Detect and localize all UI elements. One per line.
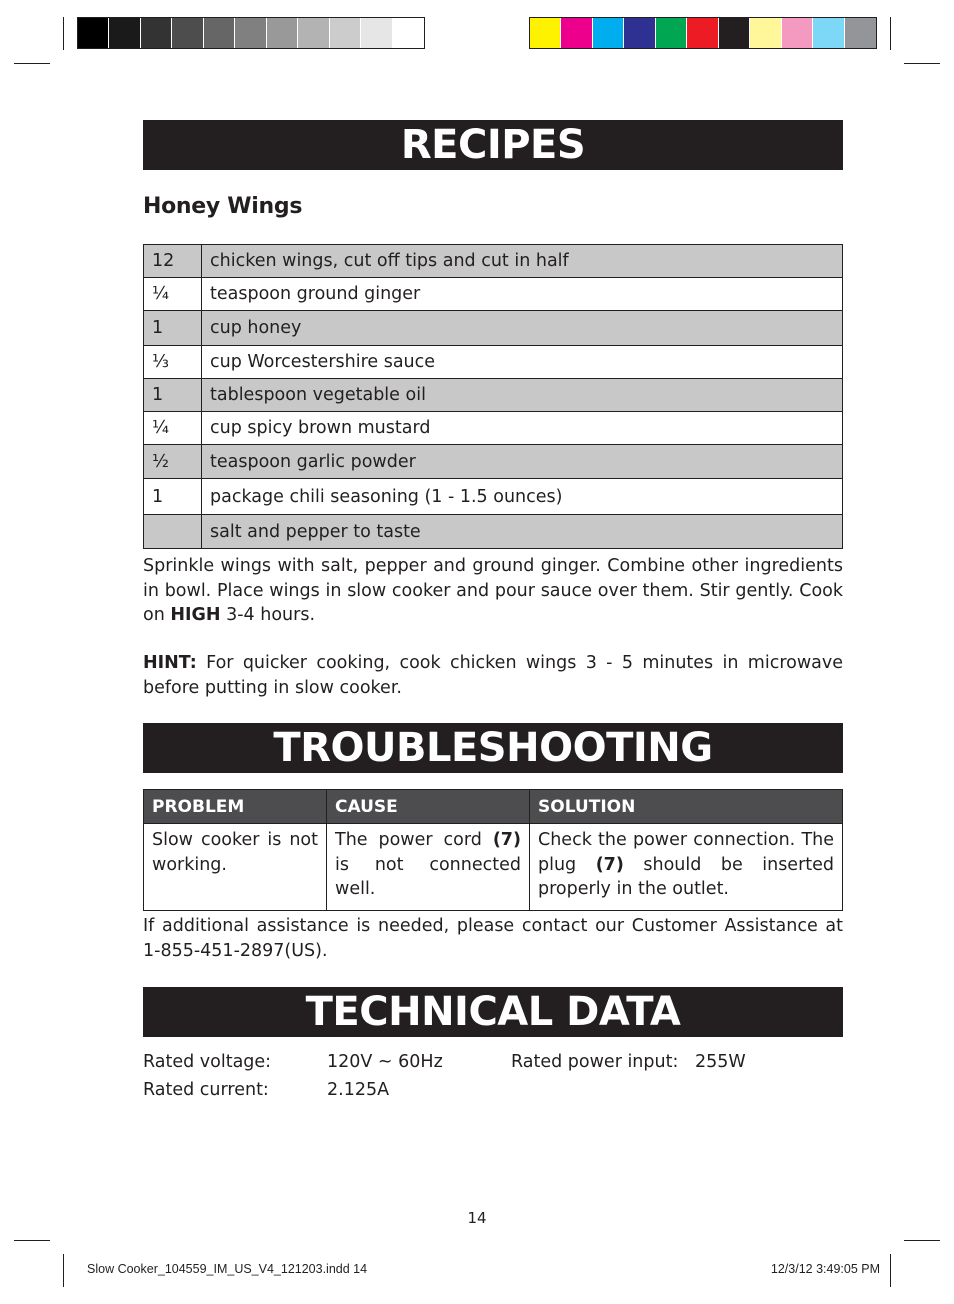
page-number: 14 [467,1209,487,1227]
color-swatch [204,18,235,48]
crop-mark-bottom-left-h [14,1240,50,1241]
ingredient-row [144,515,843,549]
troubleshooting-table [143,789,843,911]
color-swatch [267,18,298,48]
color-swatch [393,18,424,48]
ingredient-quantity: 1 [144,479,202,515]
color-swatch [624,18,655,48]
solution-cell [530,824,843,911]
recipes-heading: RECIPES [143,120,843,170]
instructions-high-setting: HIGH [170,605,221,625]
recipe-hint [143,651,843,700]
ingredient-row [144,346,843,379]
ingredient-quantity: 1 [144,311,202,346]
ingredient-item: cup honey [202,311,843,346]
color-swatch [782,18,813,48]
column-header-solution: SOLUTION [530,790,843,824]
crop-mark-top-left-v [63,17,64,50]
solution-text-end: should be inserted properly in the outlet. [538,854,835,899]
troubleshooting-row [144,824,843,911]
crop-mark-top-right-h [904,63,940,64]
color-swatch [172,18,203,48]
customer-assistance: If additional assistance is needed, please contact our Customer Assistance at 1-855-451-2897(US). [143,916,843,961]
ingredient-item: cup spicy brown mustard [202,412,843,445]
hint-text: For quicker cooking, cook chicken wings 3 - 5 minutes in microwave before putting in slow cooker. [143,653,843,698]
hint-label: HINT: [143,653,197,673]
color-swatch [530,18,561,48]
color-swatch [593,18,624,48]
solution-part-ref: (7) [595,854,624,875]
crop-mark-top-right-v [890,17,891,50]
ingredient-item: teaspoon garlic powder [202,445,843,479]
crop-mark-bottom-right-h [904,1240,940,1241]
color-swatch [235,18,266,48]
rated-current-value: 2.125A [327,1080,390,1100]
ingredient-quantity: ¼ [144,412,202,445]
cause-text: The power cord [335,830,493,850]
ingredient-quantity: 1 [144,379,202,412]
color-swatch [813,18,844,48]
ingredient-item: package chili seasoning (1 - 1.5 ounces) [202,479,843,515]
column-header-cause: CAUSE [327,790,530,824]
rated-voltage-label: Rated voltage: [143,1052,272,1072]
ingredient-item: chicken wings, cut off tips and cut in half [202,245,843,278]
troubleshooting-header-row [144,790,843,824]
ingredient-row [144,445,843,479]
ingredient-row [144,311,843,346]
ingredient-item: cup Worcestershire sauce [202,346,843,379]
color-swatch [109,18,140,48]
column-header-problem: PROBLEM [144,790,327,824]
ingredients-table [143,244,843,549]
color-swatch [141,18,172,48]
color-swatch [361,18,392,48]
ingredient-item: salt and pepper to taste [202,515,843,549]
color-swatch [561,18,592,48]
ingredient-quantity: 12 [144,245,202,278]
process-color-bar [529,17,877,49]
color-swatch [298,18,329,48]
ingredient-row [144,278,843,311]
cause-text-end: is not connected well. [335,854,521,899]
color-swatch [656,18,687,48]
color-swatch [78,18,109,48]
ingredient-quantity: ⅓ [144,346,202,379]
crop-mark-top-left-h [14,63,50,64]
grayscale-color-bar [77,17,425,49]
slug-timestamp: 12/3/12 3:49:05 PM [770,1262,880,1276]
technical-data-heading: TECHNICAL DATA [143,987,843,1037]
ingredient-item: teaspoon ground ginger [202,278,843,311]
troubleshooting-heading: TROUBLESHOOTING [143,723,843,773]
solution-text: Check the power connection. The plug [538,830,834,875]
recipe-instructions [143,554,843,628]
ingredient-quantity: ¼ [144,278,202,311]
crop-mark-bottom-right-v [890,1254,891,1287]
cause-cell [327,824,530,911]
color-swatch [845,18,876,48]
ingredient-item: tablespoon vegetable oil [202,379,843,412]
color-swatch [687,18,718,48]
ingredient-quantity: ½ [144,445,202,479]
ingredient-row [144,479,843,515]
rated-current-label: Rated current: [143,1080,269,1100]
rated-voltage-value: 120V ~ 60Hz [327,1052,443,1072]
ingredient-row [144,245,843,278]
instructions-text: Sprinkle wings with salt, pepper and ground ginger. Combine other ingredients in bowl. Place wings in slow cooker and pour sauce over them. Stir gently. Cook on [143,556,843,625]
ingredient-quantity [144,515,202,549]
problem-cell: Slow cooker is not working. [144,824,327,911]
slug-file-info: Slow Cooker_104559_IM_US_V4_121203.indd 14 [87,1262,368,1276]
cause-part-ref: (7) [492,830,521,850]
recipe-title: Honey Wings [143,194,303,219]
crop-mark-bottom-left-v [63,1254,64,1287]
ingredient-row [144,379,843,412]
instructions-time: 3-4 hours. [220,605,316,625]
rated-power-value: 255W [695,1052,746,1072]
color-swatch [330,18,361,48]
ingredient-row [144,412,843,445]
rated-power-label: Rated power input: [511,1052,679,1072]
color-swatch [719,18,750,48]
color-swatch [750,18,781,48]
